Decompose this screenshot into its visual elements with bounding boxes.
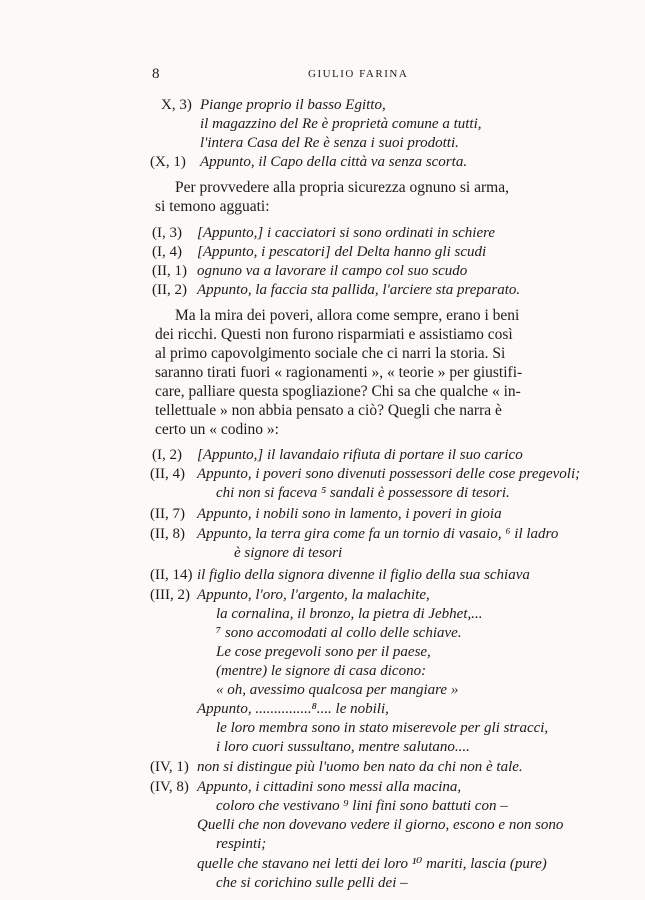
verse-ref: (II, 2) <box>152 282 187 298</box>
verse-line: Appunto, i cittadini sono messi alla macina, <box>197 779 462 795</box>
paragraph-line: si temono agguati: <box>155 198 270 215</box>
verse-line: i loro cuori sussultano, mentre salutano.... <box>216 739 470 755</box>
paragraph-line: certo un « codino »: <box>155 421 279 438</box>
verse-ref: (I, 3) <box>152 225 182 241</box>
verse-line: Quelli che non dovevano vedere il giorno, escono e non sono <box>197 817 564 833</box>
verse-line: Appunto, la terra gira come fa un tornio di vasaio, ⁶ il ladro <box>197 526 559 542</box>
verse-line: chi non si faceva ⁵ sandali è possessore di tesori. <box>216 485 510 501</box>
verse-line: Le cose pregevoli sono per il paese, <box>216 644 431 660</box>
verse-line: Appunto, i poveri sono divenuti possessori delle cose pregevoli; <box>197 466 581 482</box>
verse-line: Piange proprio il basso Egitto, <box>200 97 386 113</box>
paragraph-line: dei ricchi. Questi non furono risparmiati e assistiamo così <box>155 326 513 343</box>
verse-ref: (IV, 8) <box>150 779 189 795</box>
paragraph-line: tellettuale » non abbia pensato a ciò? Quegli che narra è <box>155 402 502 419</box>
verse-line: [Appunto, i pescatori] del Delta hanno gli scudi <box>197 244 487 260</box>
verse-line: coloro che vestivano ⁹ lini fini sono battuti con – <box>216 798 508 814</box>
verse-ref: (I, 4) <box>152 244 182 260</box>
verse-ref: (I, 2) <box>152 447 182 463</box>
verse-ref: (III, 2) <box>150 587 190 603</box>
verse-line: Appunto, i nobili sono in lamento, i poveri in gioia <box>197 506 502 522</box>
verse-line: respinti; <box>216 836 267 852</box>
verse-line: Appunto, la faccia sta pallida, l'arciere sta preparato. <box>197 282 521 298</box>
verse-line: quelle che stavano nei letti dei loro ¹⁰ mariti, lascia (pure) <box>197 856 547 872</box>
running-title: GIULIO FARINA <box>308 68 409 80</box>
paragraph-line: care, palliare questa spogliazione? Chi sa che qualche « in- <box>155 383 521 400</box>
verse-line: Appunto, ...............⁸.... le nobili, <box>197 701 389 717</box>
verse-line: è signore di tesori <box>234 545 343 561</box>
verse-line: il magazzino del Re è proprietà comune a tutti, <box>200 116 482 132</box>
paragraph-line: al primo capovolgimento sociale che ci narri la storia. Si <box>155 345 506 362</box>
verse-ref: (II, 7) <box>150 506 185 522</box>
verse-line: non si distingue più l'uomo ben nato da chi non è tale. <box>197 759 523 775</box>
verse-ref: (X, 1) <box>150 154 186 170</box>
verse-line: la cornalina, il bronzo, la pietra di Jebhet,... <box>216 606 483 622</box>
page-header <box>0 66 645 84</box>
verse-line: [Appunto,] il lavandaio rifiuta di portare il suo carico <box>197 447 523 463</box>
verse-ref: (II, 14) <box>150 567 193 583</box>
verse-line: ognuno va a lavorare il campo col suo scudo <box>197 263 468 279</box>
verse-ref: (II, 1) <box>152 263 187 279</box>
paragraph-line: Per provvedere alla propria sicurezza ognuno si arma, <box>175 179 509 196</box>
verse-line: [Appunto,] i cacciatori si sono ordinati in schiere <box>197 225 496 241</box>
verse-line: che si corichino sulle pelli dei – <box>216 875 408 891</box>
verse-line: Appunto, il Capo della città va senza scorta. <box>200 154 468 170</box>
verse-line: Appunto, l'oro, l'argento, la malachite, <box>197 587 430 603</box>
verse-line: ⁷ sono accomodati al collo delle schiave. <box>216 625 462 641</box>
verse-ref: X, 3) <box>161 97 192 113</box>
verse-line: « oh, avessimo qualcosa per mangiare » <box>216 682 459 698</box>
paragraph-line: saranno tirati fuori « ragionamenti », « teorie » per giustifi- <box>155 364 523 381</box>
verse-line: il figlio della signora divenne il figlio della sua schiava <box>197 567 530 583</box>
verse-ref: (II, 4) <box>150 466 185 482</box>
verse-ref: (IV, 1) <box>150 759 189 775</box>
paragraph-line: Ma la mira dei poveri, allora come sempre, erano i beni <box>175 307 520 324</box>
verse-ref: (II, 8) <box>150 526 185 542</box>
verse-line: (mentre) le signore di casa dicono: <box>216 663 427 679</box>
verse-line: l'intera Casa del Re è senza i suoi prodotti. <box>200 135 459 151</box>
page-number: 8 <box>152 66 160 82</box>
verse-line: le loro membra sono in stato miserevole per gli stracci, <box>216 720 549 736</box>
